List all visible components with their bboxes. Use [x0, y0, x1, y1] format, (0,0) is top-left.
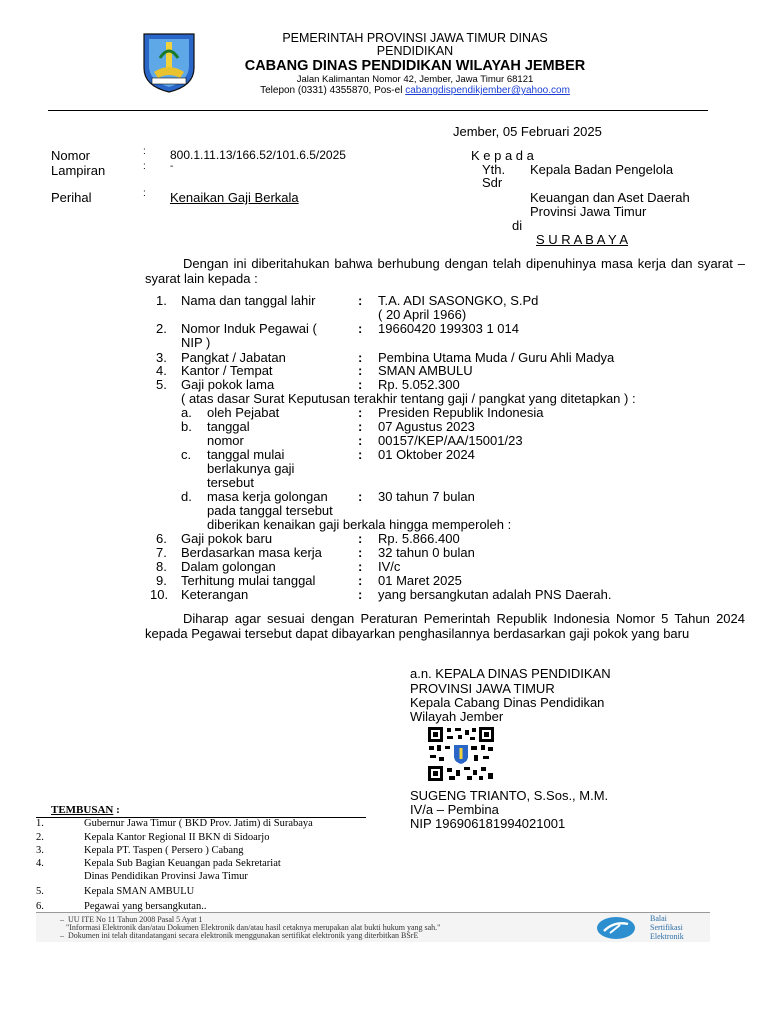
item-label: Keterangan	[181, 587, 249, 602]
recipient-line2: Keuangan dan Aset Daerah	[530, 190, 690, 205]
subitem-value: 01 Oktober 2024	[378, 447, 475, 462]
item-number: 8.	[156, 559, 167, 574]
tembusan-item-number: 5.	[36, 886, 44, 897]
item-colon: :	[358, 559, 363, 574]
signature-an: a.n. KEPALA DINAS PENDIDIKAN	[410, 666, 611, 681]
item-colon: :	[358, 405, 363, 420]
item-colon: :	[358, 447, 363, 462]
tembusan-title	[51, 804, 120, 816]
item-label: Berdasarkan masa kerja	[181, 545, 322, 560]
letterhead-office: CABANG DINAS PENDIDIKAN WILAYAH JEMBER	[244, 58, 586, 74]
yth-label: Yth.	[482, 162, 506, 177]
tembusan-item: Kepala Sub Bagian Keuangan pada Sekretariat	[84, 858, 281, 869]
nomor-colon: :	[143, 146, 146, 157]
tembusan-heading: TEMBUSAN	[51, 804, 114, 816]
item-number: 6.	[156, 531, 167, 546]
tembusan-item-number: 3.	[36, 845, 44, 856]
nomor-value: 800.1.11.13/166.52/101.6.5/2025	[170, 148, 346, 162]
signature-title2: Wilayah Jember	[410, 709, 504, 724]
bsre-label-2: Sertifikasi	[650, 923, 683, 932]
item-number: 10.	[150, 587, 169, 602]
signature-title1: Kepala Cabang Dinas Pendidikan	[410, 695, 605, 710]
sdr-label: Sdr	[482, 175, 503, 190]
subitem-label: tanggal	[207, 419, 250, 434]
subitem-label: berlakunya gaji	[207, 461, 295, 476]
item-value: T.A. ADI SASONGKO, S.Pd	[378, 293, 539, 308]
bsre-label-1: Balai	[650, 914, 667, 923]
letterhead-line1b: PENDIDIKAN	[376, 44, 454, 58]
tembusan-item: Kepala Kantor Regional II BKN di Sidoarjo	[84, 832, 270, 843]
header-divider	[48, 110, 708, 111]
signature-name: SUGENG TRIANTO, S.Sos., M.M.	[410, 788, 609, 803]
item-colon: :	[358, 293, 363, 308]
item-value: IV/c	[378, 559, 401, 574]
perihal-colon: :	[143, 188, 146, 199]
item-label: Kantor / Tempat	[181, 363, 273, 378]
footer-rule-top	[36, 912, 710, 913]
phone-text: Telepon (0331) 4355870, Pos-el	[260, 85, 406, 96]
footer-line2: "Informasi Elektronik dan/atau Dokumen Elektronik dan/atau hasil cetaknya merupakan alat bukti hukum yang sah."	[66, 923, 441, 932]
given-note: diberikan kenaikan gaji berkala hingga memperoleh :	[207, 517, 512, 532]
item-label: Gaji pokok lama	[181, 377, 275, 392]
subitem-label: nomor	[207, 433, 244, 448]
tembusan-item: Dinas Pendidikan Provinsi Jawa Timur	[84, 871, 248, 882]
signature-nip: NIP 196906181994021001	[410, 816, 566, 831]
subitem-letter: c.	[181, 447, 192, 462]
recipient-line1: Kepala Badan Pengelola	[530, 162, 674, 177]
footer-text3: Dokumen ini telah ditandatangani secara elektronik menggunakan sertifikat elektronik yang diterbitkan BSrE	[68, 931, 419, 940]
item-number: 7.	[156, 545, 167, 560]
perihal-label: Perihal	[51, 190, 92, 205]
subitem-label: pada tanggal tersebut	[207, 503, 333, 518]
tembusan-colon: :	[116, 804, 120, 816]
lampiran-colon: :	[143, 161, 146, 172]
tembusan-item: Kepala SMAN AMBULU	[84, 886, 195, 897]
recipient-city: S U R A B A Y A	[536, 232, 629, 247]
tembusan-item-number: 4.	[36, 858, 44, 869]
closing-text: Diharap agar sesuai dengan Peraturan Pemerintah Republik Indonesia Nomor 5 Tahun 2024 kepada Pegawai tersebut dapat dibayarkan penghasilannya berdasarkan gaji pokok yang baru	[145, 611, 745, 641]
subitem-letter: d.	[181, 489, 192, 504]
kepada-label: K e p a d a	[471, 148, 534, 163]
item-label: Nomor Induk Pegawai (	[181, 321, 317, 336]
closing-paragraph	[145, 611, 745, 641]
item-colon: :	[358, 363, 363, 378]
qr-code-icon	[427, 726, 495, 782]
item-colon: :	[358, 433, 363, 448]
footer-notice	[36, 912, 710, 942]
subitem-label: masa kerja golongan	[207, 489, 328, 504]
item-value: Rp. 5.866.400	[378, 531, 460, 546]
letterhead-line1: PEMERINTAH PROVINSI JAWA TIMUR DINAS	[282, 31, 548, 45]
subitem-letter: b.	[181, 419, 192, 434]
footer-text1: UU ITE No 11 Tahun 2008 Pasal 5 Ayat 1	[68, 915, 203, 924]
item-number: 5.	[156, 377, 167, 392]
subitem-value: 30 tahun 7 bulan	[378, 489, 475, 504]
tembusan-item-number: 6.	[36, 901, 44, 912]
subitem-label: tanggal mulai	[207, 447, 285, 462]
bsre-label-3: Elektronik	[650, 932, 684, 941]
item-colon: :	[358, 419, 363, 434]
tembusan-item-number: 1.	[36, 818, 44, 829]
item-colon: :	[358, 350, 363, 365]
item-label: Terhitung mulai tanggal	[181, 573, 316, 588]
subitem-label: tersebut	[207, 475, 254, 490]
item-label: Nama dan tanggal lahir	[181, 293, 316, 308]
item-value: 01 Maret 2025	[378, 573, 462, 588]
item-number: 2.	[156, 321, 167, 336]
item-colon: :	[358, 545, 363, 560]
letter-date: Jember, 05 Februari 2025	[453, 124, 602, 139]
item-colon: :	[358, 531, 363, 546]
item-label: Gaji pokok baru	[181, 531, 273, 546]
jatim-crest-logo	[140, 32, 198, 94]
item-label: Dalam golongan	[181, 559, 276, 574]
item-value: Rp. 5.052.300	[378, 377, 460, 392]
item-value: Pembina Utama Muda / Guru Ahli Madya	[378, 350, 615, 365]
letterhead-contact	[210, 85, 620, 96]
nomor-label: Nomor	[51, 148, 91, 163]
subitem-value: 00157/KEP/AA/15001/23	[378, 433, 523, 448]
bsre-logo-icon	[596, 915, 636, 941]
email-link[interactable]: cabangdispendikjember@yahoo.com	[405, 85, 570, 96]
item-value: 32 tahun 0 bulan	[378, 545, 475, 560]
item-value: yang bersangkutan adalah PNS Daerah.	[378, 587, 612, 602]
tembusan-item: Pegawai yang bersangkutan..	[84, 901, 207, 912]
item-colon: :	[358, 489, 363, 504]
item-value: SMAN AMBULU	[378, 363, 473, 378]
subitem-value: 07 Agustus 2023	[378, 419, 475, 434]
item-value: 19660420 199303 1 014	[378, 321, 519, 336]
item-colon: :	[358, 573, 363, 588]
footer-line3: – Dokumen ini telah ditandatangani secara elektronik menggunakan sertifikat elektronik yang diterbitkan BSrE	[60, 931, 419, 940]
basis-note: ( atas dasar Surat Keputusan terakhir tentang gaji / pangkat yang ditetapkan ) :	[181, 391, 636, 406]
letterhead-address: Jalan Kalimantan Nomor 42, Jember, Jawa Timur 68121	[296, 74, 534, 85]
item-label: NIP )	[181, 335, 211, 350]
intro-paragraph	[145, 256, 745, 286]
perihal-value: Kenaikan Gaji Berkala	[170, 190, 299, 205]
recipient-di: di	[512, 218, 523, 233]
letterhead-government	[210, 32, 620, 58]
item-colon: :	[358, 321, 363, 336]
item-number: 4.	[156, 363, 167, 378]
subitem-letter: a.	[181, 405, 192, 420]
item-number: 3.	[156, 350, 167, 365]
tembusan-item-number: 2.	[36, 832, 44, 843]
signature-rank: IV/a – Pembina	[410, 802, 499, 817]
footer-line1: – UU ITE No 11 Tahun 2008 Pasal 5 Ayat 1	[60, 915, 203, 924]
subitem-label: oleh Pejabat	[207, 405, 280, 420]
signature-prov: PROVINSI JAWA TIMUR	[410, 681, 555, 696]
tembusan-item: Kepala PT. Taspen ( Persero ) Cabang	[84, 845, 244, 856]
item-colon: :	[358, 587, 363, 602]
item-colon: :	[358, 377, 363, 392]
lampiran-label: Lampiran	[51, 163, 106, 178]
intro-text: Dengan ini diberitahukan bahwa berhubung dengan telah dipenuhinya masa kerja dan syarat – syarat lain kepada :	[145, 256, 745, 286]
lampiran-value: -	[170, 161, 174, 172]
subitem-value: Presiden Republik Indonesia	[378, 405, 544, 420]
recipient-line3: Provinsi Jawa Timur	[530, 204, 647, 219]
item-number: 9.	[156, 573, 167, 588]
item-value: ( 20 April 1966)	[378, 307, 467, 322]
item-label: Pangkat / Jabatan	[181, 350, 286, 365]
tembusan-item: Gubernur Jawa Timur ( BKD Prov. Jatim) di Surabaya	[84, 818, 313, 829]
item-number: 1.	[156, 293, 167, 308]
